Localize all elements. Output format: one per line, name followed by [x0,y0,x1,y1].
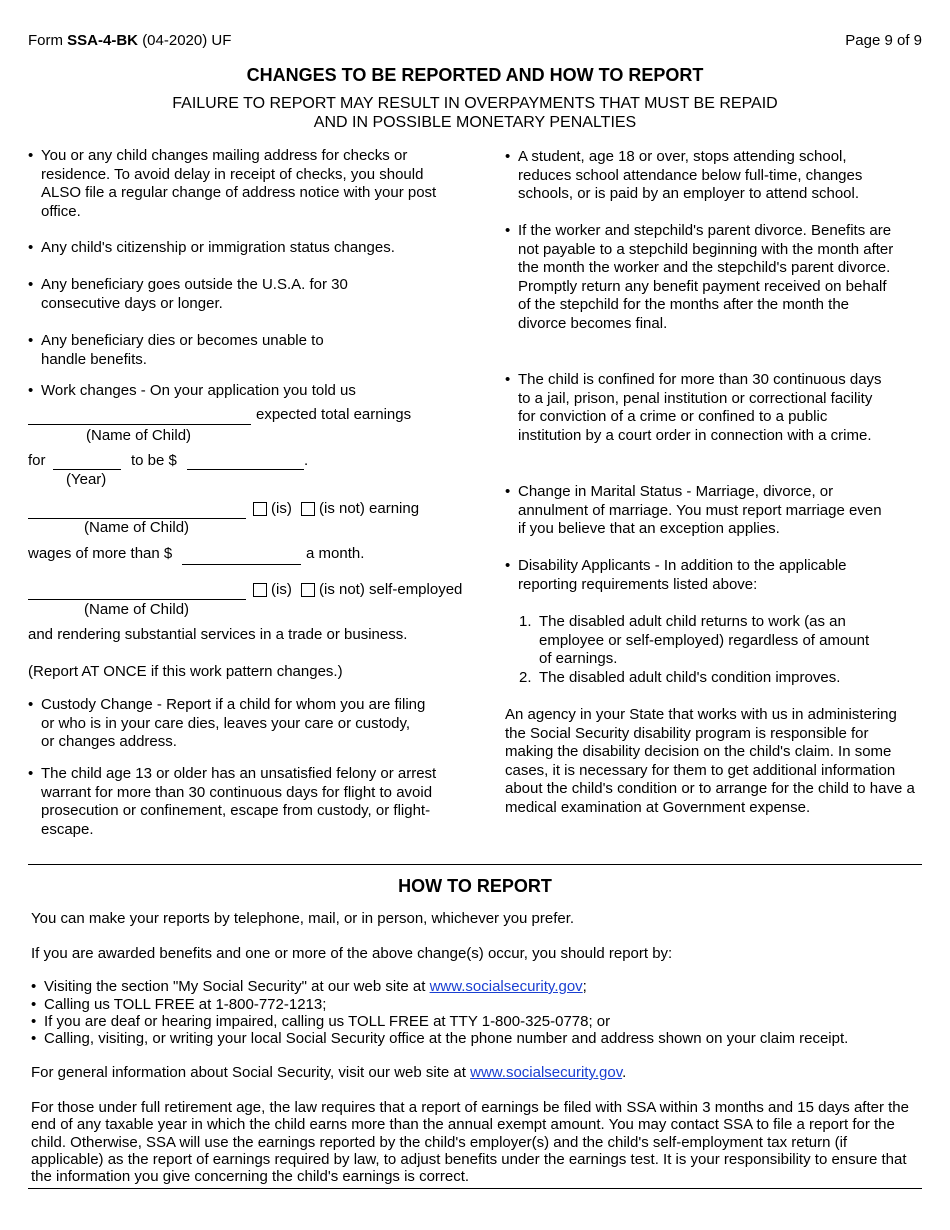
wages-amount-line[interactable] [182,564,301,565]
a-month-label: a month. [306,545,365,562]
bullet-outside-usa: • Any beneficiary goes outside the U.S.A. for 30 consecutive days or longer. [28,276,381,313]
name-of-child-caption: (Name of Child) [84,519,190,536]
to-be-label: to be $ [131,452,177,469]
section-divider [28,864,922,865]
rendering-services-text: and rendering substantial services in a trade or business. [28,626,408,643]
period: . [304,452,309,469]
name-of-child-caption: (Name of Child) [84,601,190,618]
is-self-employed-checkbox[interactable] [253,583,267,597]
bullet-citizenship-change: • Any child's citizenship or immigration status changes. [28,239,461,258]
how-to-report-heading: HOW TO REPORT [398,876,552,896]
social-security-link[interactable]: www.socialsecurity.gov [429,978,583,995]
how-report-by: If you are awarded benefits and one or more of the above change(s) occur, you should report by: [31,945,673,962]
bullet-beneficiary-dies: • Any beneficiary dies or becomes unable to handle benefits. [28,332,361,369]
is-not-earning-checkbox[interactable] [301,502,315,516]
is-label: (is) [271,581,292,598]
child-name-line-3[interactable] [28,599,246,600]
is-label: (is) [271,500,292,517]
is-not-earning-label: (is not) earning [319,500,420,517]
bullet-student-stops-school: • A student, age 18 or over, stops attending school, reduces school attendance below full-time, changes schools, or is paid by an employer to attend school. [505,148,898,204]
disability-item-2: 2. The disabled adult child's condition improves. [519,668,841,686]
for-label: for [28,452,46,469]
bullet-felony-warrant: • The child age 13 or older has an unsatisfied felony or arrest warrant for more than 30 continuous days for flight to avoid prosecution or confinement, escape from custody, or flight-escape. [28,765,469,839]
bullet-child-confined: • The child is confined for more than 30 continuous days to a jail, prison, penal institution or correctional facility for conviction of a crime or confined to a public institution by a court order in connection with a crime. [505,371,893,445]
report-at-once-text: (Report AT ONCE if this work pattern changes.) [28,663,343,680]
form-identifier: Form SSA-4-BK (04-2020) UF [28,32,232,49]
page-number: Page 9 of 9 [845,32,922,49]
page-subtitle: FAILURE TO REPORT MAY RESULT IN OVERPAYMENTS THAT MUST BE REPAID AND IN POSSIBLE MONETARY PENALTIES [172,95,778,131]
bullet-address-change: • You or any child changes mailing address for checks or residence. To avoid delay in receipt of checks, you should ALSO file a regular change of address notice with your post office. [28,147,451,221]
disability-item-1: 1. The disabled adult child returns to work (as an employee or self-employed) regardless of amount of earnings. [519,613,870,667]
earnings-report-paragraph: For those under full retirement age, the law requires that a report of earnings be filed with SSA within 3 months and 15 days after the end of any taxable year in which the child earns more than the annual exempt amount. You may contact SSA to file a report for the child. Otherwise, SSA will use the earnings reported by the child's employer(s) and the child's self-employment tax return (if applicable) as the report of earnings required by law, to adjust benefits under the earnings test. It is your responsibility to ensure that the information you give concerning the child's earnings is correct. [31,1099,909,1186]
earnings-amount-line[interactable] [187,469,304,470]
year-line[interactable] [53,469,121,470]
report-method-phone: • Calling us TOLL FREE at 1-800-772-1213; [31,996,924,1015]
name-of-child-caption: (Name of Child) [86,427,192,444]
state-agency-paragraph: An agency in your State that works with us in administering the Social Security disability program is responsible for making the disability decision on the child's claim. In some cases, it is necessary for them to get additional information about the child's condition or to arrange for the child to have a medical examination at Government expense. [505,706,915,816]
page-title: CHANGES TO BE REPORTED AND HOW TO REPORT [246,65,704,85]
is-earning-checkbox[interactable] [253,502,267,516]
child-name-line-1[interactable] [28,424,251,425]
wages-label: wages of more than $ [28,545,173,562]
report-method-tty: • If you are deaf or hearing impaired, calling us TOLL FREE at TTY 1-800-325-0778; or [31,1013,924,1032]
bullet-work-changes: • Work changes - On your application you told us [28,382,461,401]
bullet-disability-applicants: • Disability Applicants - In addition to the applicable reporting requirements listed above: [505,557,893,594]
is-not-self-employed-label: (is not) self-employed [319,581,463,598]
report-method-website: • Visiting the section "My Social Security" at our web site at www.socialsecurity.gov; [31,978,924,997]
bullet-stepchild-divorce: • If the worker and stepchild's parent divorce. Benefits are not payable to a stepchild beginning with the month after the month the worker and the stepchild's parent divorce. Promptly return any benefit payment received on behalf of the stepchild for the months after the month the divorce becomes final. [505,222,898,333]
disability-list [519,613,879,687]
social-security-link[interactable]: www.socialsecurity.gov [470,1064,623,1081]
bullet-marital-status: • Change in Marital Status - Marriage, divorce, or annulment of marriage. You must report marriage even if you believe that an exception applies. [505,483,888,539]
bottom-divider [28,1188,922,1189]
expected-total-label: expected total earnings [256,406,412,423]
report-method-local-office: • Calling, visiting, or writing your local Social Security office at the phone number and address shown on your claim receipt. [31,1030,929,1049]
form-code: SSA-4-BK [67,32,139,49]
general-info: For general information about Social Security, visit our web site at www.socialsecurity.gov. [31,1064,627,1081]
is-not-self-employed-checkbox[interactable] [301,583,315,597]
bullet-custody-change: • Custody Change - Report if a child for whom you are filing or who is in your care dies, leaves your care or custody, or changes address. [28,696,426,752]
how-intro: You can make your reports by telephone, mail, or in person, whichever you prefer. [31,910,575,927]
year-caption: (Year) [66,471,107,488]
